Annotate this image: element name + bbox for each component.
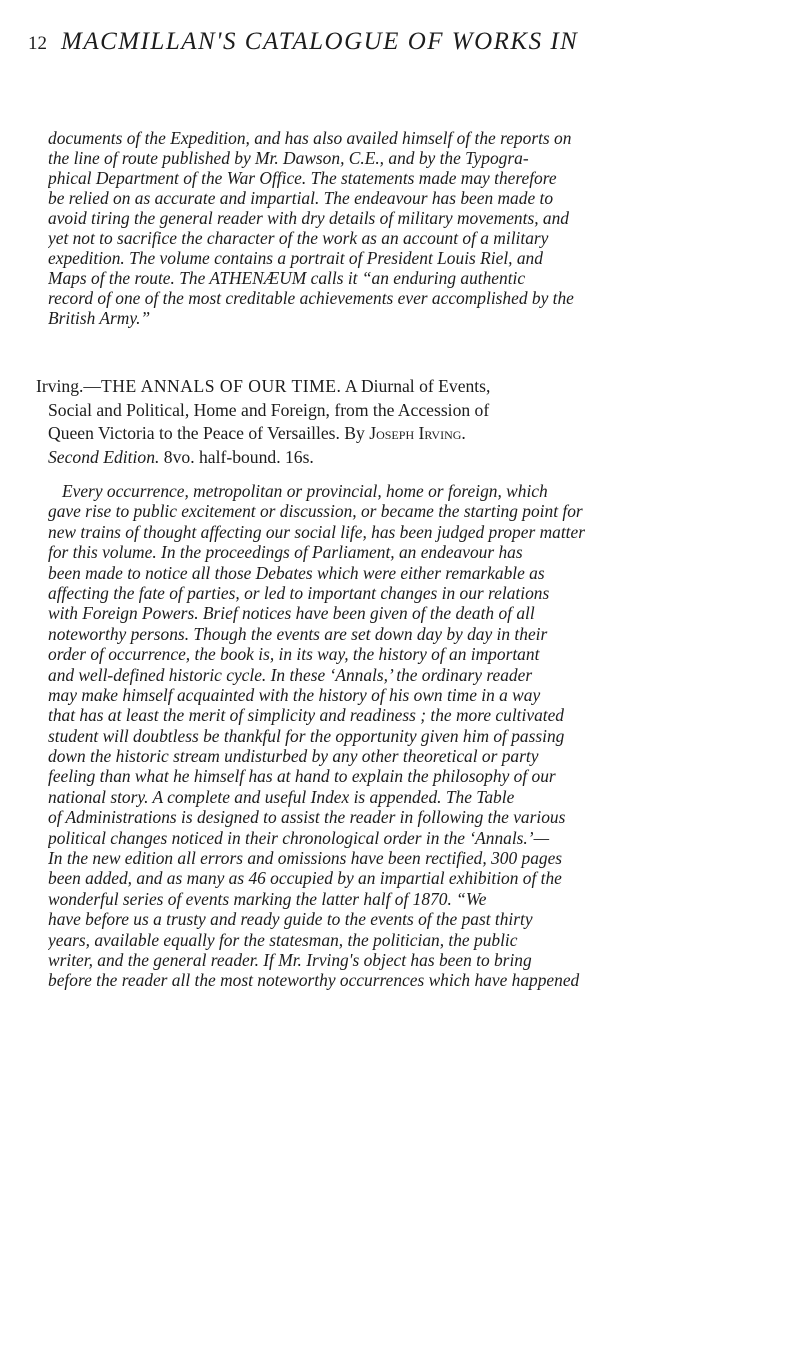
entry-author: Irving. xyxy=(36,376,84,396)
text-line: feeling than what he himself has at hand to explain the philosophy of our xyxy=(48,766,556,787)
entry-details-line xyxy=(48,446,776,470)
text-line: of Administrations is designed to assist the reader in following the various xyxy=(48,807,566,828)
text-line: order of occurrence, the book is, in its way, the history of an important xyxy=(48,644,540,665)
text-line: with Foreign Powers. Brief notices have been given of the death of all xyxy=(48,603,535,624)
text-line: British Army.” xyxy=(48,308,151,328)
text-line: be relied on as accurate and impartial. The endeavour has been made to xyxy=(48,188,554,208)
catalogue-entry xyxy=(36,375,776,469)
text-line: may make himself acquainted with the history of his own time in a way xyxy=(48,684,541,705)
text-line: phical Department of the War Office. The statements made may therefore xyxy=(48,168,557,188)
text-line: noteworthy persons. Though the events are set down day by day in their xyxy=(48,623,548,644)
text-line: student will doubtless be thankful for the opportunity given him of passing xyxy=(48,725,565,746)
text-line: wonderful series of events marking the latter half of 1870. “We xyxy=(48,888,487,909)
text-line: expedition. The volume contains a portrait of President Louis Riel, and xyxy=(48,248,543,268)
entry-subtitle-end: Queen Victoria to the Peace of Versailles. By xyxy=(48,423,370,443)
text-line: for this volume. In the proceedings of Parliament, an endeavour has xyxy=(48,542,523,563)
entry-format-price: 8vo. half-bound. 16s. xyxy=(159,446,314,467)
entry-description xyxy=(48,481,776,991)
text-line: In the new edition all errors and omissions have been rectified, 300 pages xyxy=(48,848,563,869)
text-line: new trains of thought affecting our social life, has been judged proper matter xyxy=(48,521,585,542)
text-line: Every occurrence, metropolitan or provincial, home or foreign, which xyxy=(62,481,548,501)
text-line: before the reader all the most noteworthy occurrences which have happened xyxy=(48,970,580,991)
text-line: gave rise to public excitement or discussion, or became the starting point for xyxy=(48,501,583,522)
text-line: Maps of the route. The ATHENÆUM calls it “an enduring authentic xyxy=(48,268,526,288)
text-line: political changes noticed in their chronological order in the ‘Annals.’— xyxy=(48,827,550,848)
page-number: 12 xyxy=(28,33,47,54)
text-line: record of one of the most creditable achievements ever accomplished by the xyxy=(48,288,574,308)
entry-dash: — xyxy=(83,376,101,396)
running-head xyxy=(28,28,780,68)
entry-heading-line xyxy=(36,375,776,399)
text-line: documents of the Expedition, and has also availed himself of the reports on xyxy=(48,128,572,148)
text-line: the line of route published by Mr. Dawson, C.E., and by the Typogra- xyxy=(48,148,529,168)
entry-title: THE ANNALS OF OUR TIME. xyxy=(101,376,342,396)
text-line: been made to notice all those Debates which were either remarkable as xyxy=(48,562,545,583)
running-title: MACMILLAN'S CATALOGUE OF WORKS IN xyxy=(61,28,579,55)
text-line: and well-defined historic cycle. In these ‘Annals,’ the ordinary reader xyxy=(48,664,533,685)
text-line: writer, and the general reader. If Mr. Irving's object has been to bring xyxy=(48,949,532,970)
entry-edition: Second Edition. xyxy=(48,446,160,467)
entry-subtitle-line xyxy=(48,422,776,446)
text-line: yet not to sacrifice the character of the work as an account of a military xyxy=(48,228,549,248)
text-line: down the historic stream undisturbed by any other theoretical or party xyxy=(48,746,539,767)
entry-subtitle-start: A Diurnal of Events, xyxy=(341,376,491,396)
text-line: have before us a trusty and ready guide to the events of the past thirty xyxy=(48,909,533,930)
text-line: been added, and as many as 46 occupied by an impartial exhibition of the xyxy=(48,868,562,889)
entry-subtitle-line: Social and Political, Home and Foreign, from the Accession of xyxy=(48,399,490,420)
text-line: affecting the fate of parties, or led to important changes in our relations xyxy=(48,582,550,603)
entry-period: . xyxy=(461,423,466,443)
text-line: that has at least the merit of simplicity and readiness ; the more cultivated xyxy=(48,705,565,726)
text-line: national story. A complete and useful Index is appended. The Table xyxy=(48,786,515,807)
text-line: years, available equally for the statesman, the politician, the public xyxy=(48,929,518,950)
continued-description xyxy=(48,128,776,328)
entry-author-name: Joseph Irving xyxy=(369,423,462,443)
text-line: avoid tiring the general reader with dry details of military movements, and xyxy=(48,208,570,228)
